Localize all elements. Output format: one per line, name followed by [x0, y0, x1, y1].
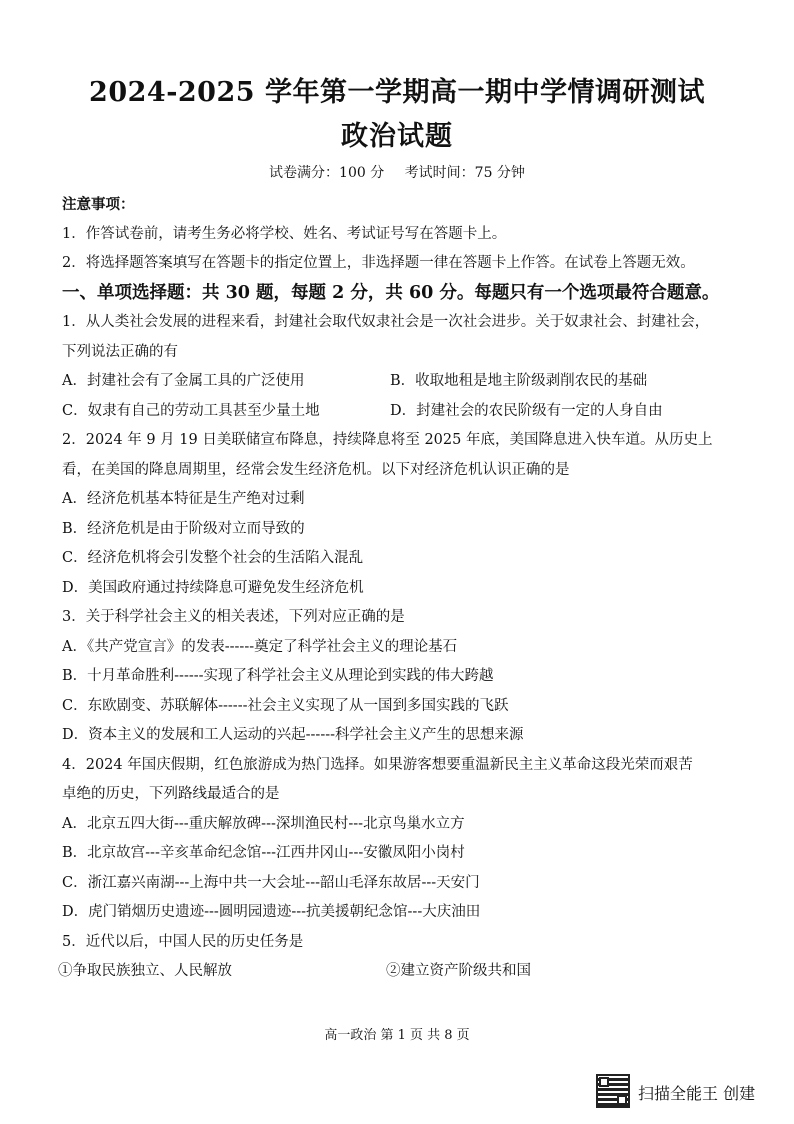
option-a: A．经济危机基本特征是生产绝对过剩	[62, 491, 305, 507]
note-item: 1．作答试卷前，请考生务必将学校、姓名、考试证号写在答题卡上。	[62, 225, 507, 242]
option-b: B．北京故宫---辛亥革命纪念馆---江西井冈山---安徽凤阳小岗村	[62, 845, 465, 861]
page-footer: 高一政治 第 1 页 共 8 页	[324, 1028, 470, 1043]
question-1	[62, 308, 752, 426]
full-score: 试卷满分：100 分	[269, 165, 385, 181]
question-stem: 2．2024 年 9 月 19 日美联储宣布降息，持续降息将至 2025 年底，美国降息进入快车道。从历史上	[62, 432, 713, 448]
question-5	[58, 928, 752, 987]
option-d: D．封建社会的农民阶级有一定的人身自由	[390, 402, 663, 419]
question-stem: 4．2024 年国庆假期，红色旅游成为热门选择。如果游客想要重温新民主主义革命这段光荣而艰苦	[62, 756, 693, 773]
question-stem: 5．近代以后，中国人民的历史任务是	[62, 933, 304, 950]
exam-meta	[0, 162, 794, 182]
question-stem: 卓绝的历史，下列路线最适合的是	[62, 786, 280, 802]
option-a: A．北京五四大街---重庆解放碑---深圳渔民村---北京鸟巢水立方	[62, 815, 465, 832]
question-stem: 3．关于科学社会主义的相关表述，下列对应正确的是	[62, 609, 405, 625]
notes-heading: 注意事项：	[62, 196, 135, 213]
option-b: B．经济危机是由于阶级对立而导致的	[62, 520, 305, 537]
statement-1: ①争取民族独立、人民解放	[58, 963, 232, 979]
question-stem: 看，在美国的降息周期里，经常会发生经济危机。以下对经济危机认识正确的是	[62, 461, 570, 478]
option-d: D．虎门销烟历史遗迹---圆明园遗迹---抗美援朝纪念馆---大庆油田	[62, 904, 481, 920]
option-b: B．十月革命胜利------实现了科学社会主义从理论到实践的伟大跨越	[62, 668, 494, 684]
option-b: B．收取地租是地主阶级剥削农民的基础	[390, 373, 648, 389]
option-d: D．美国政府通过持续降息可避免发生经济危机	[62, 579, 364, 596]
note-item: 2．将选择题答案填写在答题卡的指定位置上，非选择题一律在答题卡上作答。在试卷上答题无效。	[62, 255, 695, 271]
exam-title: 2024-2025 学年第一学期高一期中学情调研测试	[89, 77, 705, 108]
option-c: C．经济危机将会引发整个社会的生活陷入混乱	[62, 550, 364, 566]
option-a: A．封建社会有了金属工具的广泛使用	[62, 373, 305, 389]
option-c: C．浙江嘉兴南湖---上海中共一大会址---韶山毛泽东故居---天安门	[62, 874, 480, 891]
section-heading: 一、单项选择题：共 30 题，每题 2 分，共 60 分。每题只有一个选项最符合题意。	[62, 282, 720, 303]
question-stem: 1．从人类社会发展的进程来看，封建社会取代奴隶社会是一次社会进步。关于奴隶社会、封建社会，	[62, 314, 710, 330]
exam-subject: 政治试题	[341, 121, 453, 152]
statement-2: ②建立资产阶级共和国	[386, 963, 531, 979]
question-stem: 下列说法正确的有	[62, 343, 178, 360]
option-d: D．资本主义的发展和工人运动的兴起------科学社会主义产生的思想来源	[62, 727, 524, 743]
option-c: C．奴隶有自己的劳动工具甚至少量土地	[62, 402, 320, 419]
option-a: A．《共产党宣言》的发表------奠定了科学社会主义的理论基石	[62, 638, 458, 655]
question-3	[62, 603, 752, 751]
option-c: C．东欧剧变、苏联解体------社会主义实现了从一国到多国实践的飞跃	[62, 697, 509, 714]
scanner-watermark: 扫描全能王 创建	[638, 1084, 756, 1103]
qr-code-icon	[596, 1074, 630, 1108]
exam-time: 考试时间：75 分钟	[404, 165, 525, 181]
exam-content	[58, 190, 752, 987]
question-2	[62, 426, 752, 603]
question-4	[62, 751, 752, 928]
